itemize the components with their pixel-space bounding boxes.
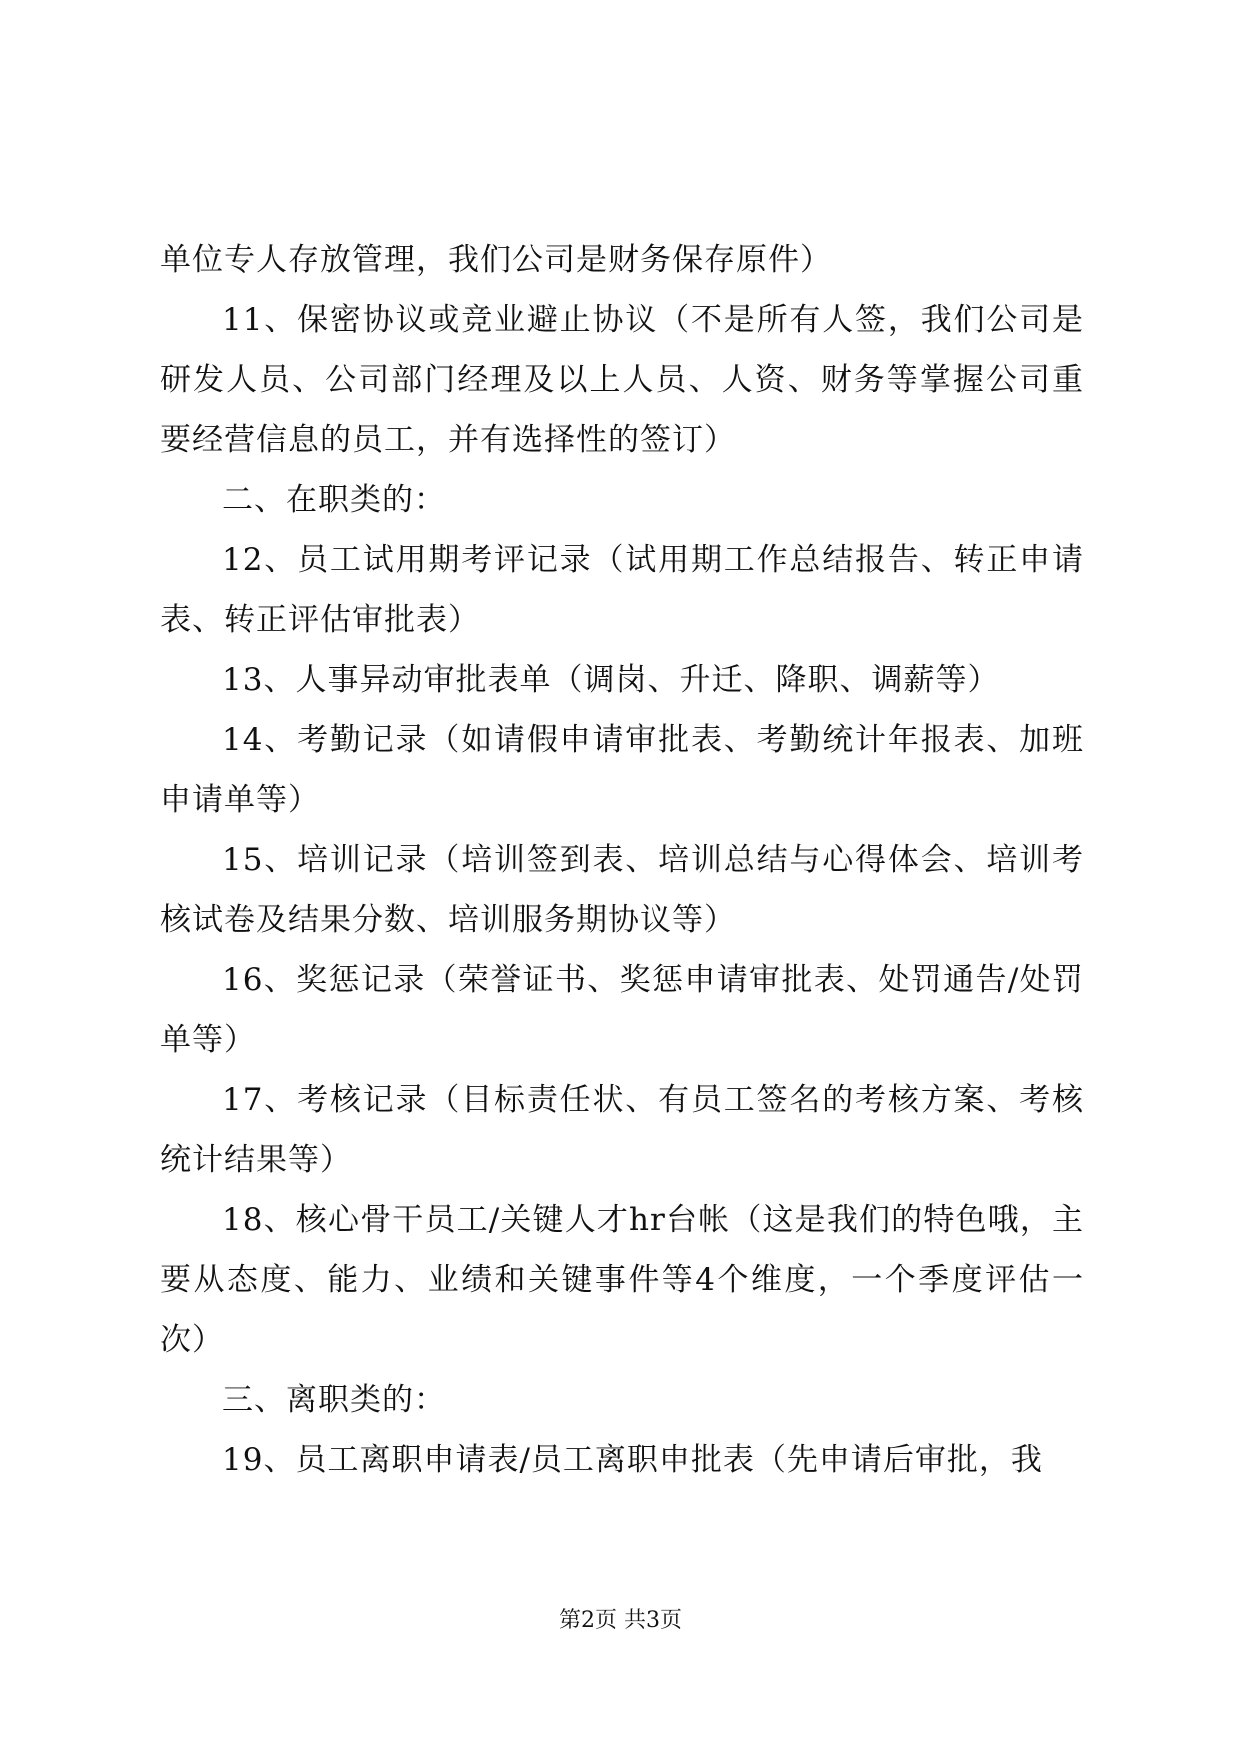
paragraph-item-11: 11、保密协议或竞业避止协议（不是所有人签，我们公司是研发人员、公司部门经理及以上人员、人资、财务等掌握公司重要经营信息的员工，并有选择性的签订） (160, 302, 1084, 458)
paragraph-continuation: 单位专人存放管理，我们公司是财务保存原件） (160, 242, 832, 278)
paragraph-item-19: 19、员工离职申请表/员工离职申批表（先申请后审批，我 (222, 1442, 1043, 1478)
section-heading-in-service: 二、在职类的： (222, 482, 446, 518)
paragraph-item-12: 12、员工试用期考评记录（试用期工作总结报告、转正申请表、转正评估审批表） (160, 542, 1084, 638)
paragraph-item-14: 14、考勤记录（如请假申请审批表、考勤统计年报表、加班申请单等） (160, 722, 1084, 818)
paragraph-item-17: 17、考核记录（目标责任状、有员工签名的考核方案、考核统计结果等） (160, 1082, 1084, 1178)
page-number-footer: 第2页 共3页 (559, 1608, 682, 1633)
paragraph-item-16: 16、奖惩记录（荣誉证书、奖惩申请审批表、处罚通告/处罚单等） (160, 962, 1084, 1058)
paragraph-item-13: 13、人事异动审批表单（调岗、升迁、降职、调薪等） (222, 662, 1000, 698)
document-body (160, 230, 1084, 1490)
paragraph-item-15: 15、培训记录（培训签到表、培训总结与心得体会、培训考核试卷及结果分数、培训服务期协议等） (160, 842, 1084, 938)
section-heading-resignation: 三、离职类的： (222, 1382, 446, 1418)
paragraph-item-18: 18、核心骨干员工/关键人才hr台帐（这是我们的特色哦，主要从态度、能力、业绩和关键事件等4个维度，一个季度评估一次） (160, 1202, 1084, 1358)
